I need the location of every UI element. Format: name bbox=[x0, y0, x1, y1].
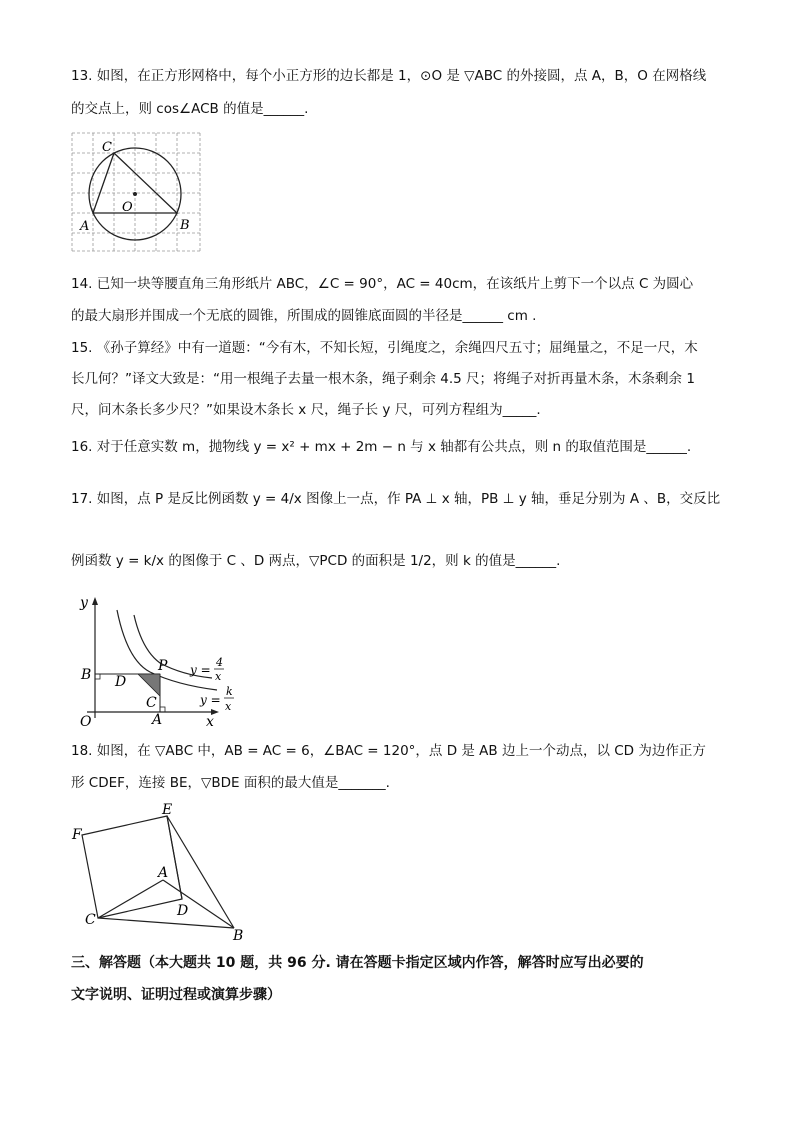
q13-label-A: A bbox=[80, 219, 90, 234]
q15-text-line3: 尺，问木条长多少尺？”如果设木条长 x 尺，绳子长 y 尺，可列方程组为_____. bbox=[71, 402, 541, 418]
q18-label-C: C bbox=[85, 912, 96, 928]
q17-triangle-PCD bbox=[138, 674, 160, 696]
q17-label-P: P bbox=[158, 658, 168, 674]
q18-label-E: E bbox=[162, 802, 173, 818]
q18-label-F: F bbox=[72, 827, 82, 843]
q18-label-A: A bbox=[158, 865, 169, 881]
q17-label-B: B bbox=[81, 667, 92, 683]
q17-right-angle-B bbox=[95, 674, 100, 679]
q13-label-C: C bbox=[102, 140, 112, 155]
q17-curve1-num: 4 bbox=[216, 656, 223, 669]
q17-figure bbox=[72, 590, 232, 730]
q15-text-line1: 15. 《孙子算经》中有一道题：“今有木，不知长短，引绳度之，余绳四尺五寸；屈绳量之，不足一尺，木 bbox=[71, 340, 698, 356]
q13-text-line2: 的交点上，则 cos∠ACB 的值是______. bbox=[71, 101, 309, 117]
q14-text-line1: 14. 已知一块等腰直角三角形纸片 ABC，∠C = 90°，AC = 40cm，在该纸片上剪下一个以点 C 为圆心 bbox=[71, 276, 694, 292]
q13-label-O: O bbox=[122, 200, 133, 215]
q17-curve1-lhs: y = bbox=[190, 663, 211, 677]
q17-curve2-den: x bbox=[225, 700, 232, 713]
q14-text-line2: 的最大扇形并围成一个无底的圆锥，所围成的圆锥底面圆的半径是______ cm . bbox=[71, 308, 537, 324]
q17-y-arrow bbox=[92, 597, 98, 605]
q17-label-A: A bbox=[152, 712, 163, 728]
q17-curve1-den: x bbox=[215, 670, 222, 683]
q18-text-line1: 18. 如图，在 ▽ABC 中，AB = AC = 6，∠BAC = 120°，点 D 是 AB 边上一个动点，以 CD 为边作正方 bbox=[71, 743, 706, 759]
q13-label-B: B bbox=[180, 218, 190, 233]
q13-figure bbox=[72, 133, 202, 253]
q18-segment-CB bbox=[98, 918, 234, 928]
q15-text-line2: 长几何？”译文大致是：“用一根绳子去量一根木条，绳子剩余 4.5 尺；将绳子对折再量木条，木条剩余 1 bbox=[71, 371, 695, 387]
q18-figure bbox=[70, 800, 250, 945]
q17-label-origin: O bbox=[80, 714, 92, 730]
section3-heading-line1: 三、解答题（本大题共 10 题，共 96 分. 请在答题卡指定区域内作答，解答时应写出必要的 bbox=[71, 955, 644, 971]
q17-curve-k bbox=[117, 610, 217, 690]
q17-label-y-axis: y bbox=[80, 595, 88, 611]
q13-center-point bbox=[133, 192, 137, 196]
q18-label-D: D bbox=[177, 903, 189, 919]
q17-label-D: D bbox=[115, 674, 127, 690]
q18-segment-AB bbox=[163, 880, 234, 928]
q18-text-line2: 形 CDEF，连接 BE，▽BDE 面积的最大值是_______. bbox=[71, 775, 390, 791]
q17-curve-label-k bbox=[199, 685, 234, 713]
q17-label-x-axis: x bbox=[206, 714, 214, 730]
q13-text-line1: 13. 如图，在正方形网格中，每个小正方形的边长都是 1，⊙O 是 ▽ABC 的外接圆，点 A，B，O 在网格线 bbox=[71, 68, 707, 84]
q17-text-line1: 17. 如图，点 P 是反比例函数 y = 4/x 图像上一点，作 PA ⊥ x 轴，PB ⊥ y 轴，垂足分别为 A 、B，交反比 bbox=[71, 491, 721, 507]
q17-curve-label-4 bbox=[189, 656, 224, 683]
q16-text-line1: 16. 对于任意实数 m，抛物线 y = x² + mx + 2m − n 与 x 轴都有公共点，则 n 的取值范围是______. bbox=[71, 439, 692, 455]
q18-segment-CA bbox=[98, 880, 163, 918]
q17-curve2-lhs: y = bbox=[200, 693, 221, 707]
q17-text-line2: 例函数 y = k/x 的图像于 C 、D 两点，▽PCD 的面积是 1/2，则 k 的值是______. bbox=[71, 553, 561, 569]
q17-curve2-num: k bbox=[226, 685, 233, 698]
section3-heading-line2: 文字说明、证明过程或演算步骤） bbox=[71, 987, 281, 1003]
q17-label-C: C bbox=[146, 695, 157, 711]
q18-label-B: B bbox=[233, 928, 244, 944]
